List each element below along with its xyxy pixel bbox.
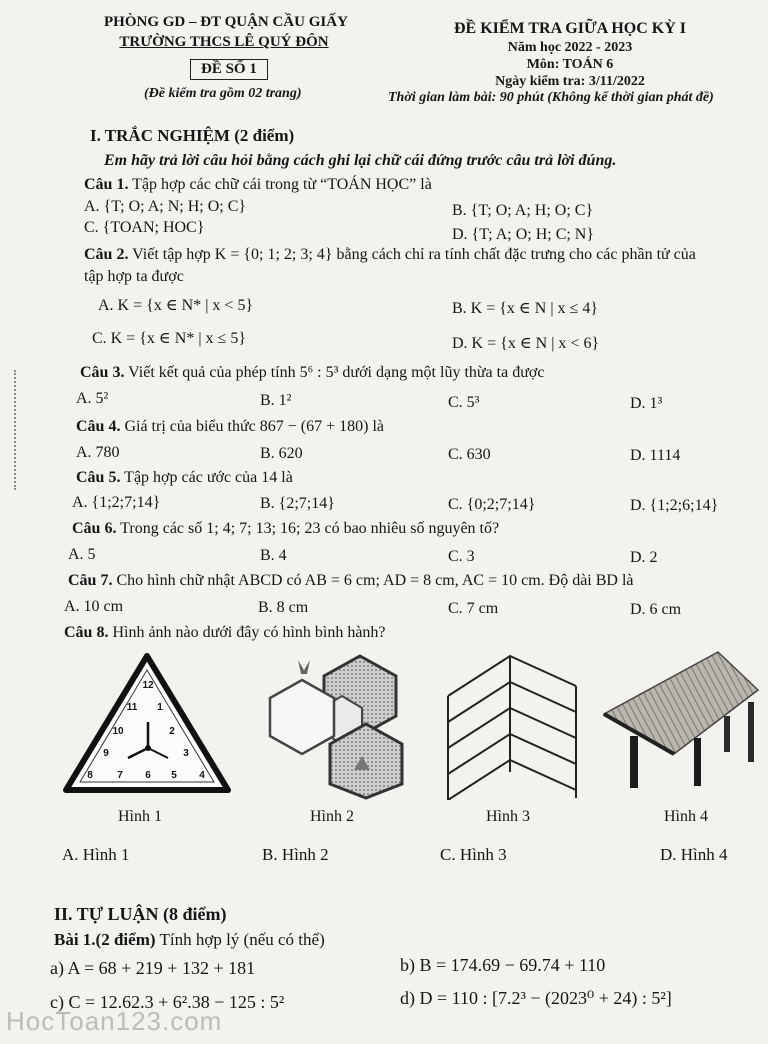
- q4-option-a: A. 780: [76, 444, 120, 461]
- q5-stem: [76, 469, 293, 487]
- q4-text: Giá trị của biểu thức 867 − (67 + 180) là: [124, 418, 384, 435]
- q1-label: Câu 1.: [84, 176, 129, 193]
- q8-option-d: D. Hình 4: [660, 845, 728, 864]
- bai1-part-b: b) B = 174.69 − 69.74 + 110: [400, 955, 606, 975]
- bai1-part-d: d) D = 110 : [7.2³ − (2023⁰ + 24) : 5²]: [400, 988, 672, 1008]
- q4-label: Câu 4.: [76, 418, 121, 435]
- q2-text: Viết tập hợp K = {0; 1; 2; 3; 4} bằng cách chỉ ra tính chất đặc trưng cho các phần tử của: [132, 246, 696, 263]
- fig4-caption: Hình 4: [664, 808, 708, 825]
- q8-label: Câu 8.: [64, 624, 109, 641]
- q5-option-b: B. {2;7;14}: [260, 495, 335, 512]
- q1-option-c: C. {TOAN; HOC}: [84, 219, 205, 236]
- margin-dots: [14, 370, 18, 490]
- q5-option-c: C. {0;2;7;14}: [448, 496, 536, 513]
- q7-option-d: D. 6 cm: [630, 601, 682, 618]
- clock-num-8: 8: [87, 770, 93, 781]
- q7-label: Câu 7.: [68, 572, 113, 589]
- q8-option-a: A. Hình 1: [62, 845, 130, 864]
- q3-option-d: D. 1³: [630, 395, 663, 412]
- q7-stem: [68, 572, 634, 590]
- q8-option-b: B. Hình 2: [262, 845, 329, 864]
- q6-option-b: B. 4: [260, 547, 287, 564]
- q7-option-c: C. 7 cm: [448, 600, 499, 617]
- q5-option-a: A. {1;2;7;14}: [72, 494, 161, 511]
- q2-option-d: D. K = {x ∈ N | x < 6}: [452, 335, 600, 352]
- clock-num-7: 7: [117, 770, 123, 781]
- q4-stem: [76, 418, 384, 436]
- bai1-stem: [54, 930, 325, 950]
- clock-num-4: 4: [199, 770, 205, 781]
- q3-label: Câu 3.: [80, 364, 125, 381]
- q6-option-c: C. 3: [448, 548, 475, 565]
- q3-option-c: C. 5³: [448, 394, 480, 411]
- q6-label: Câu 6.: [72, 520, 117, 537]
- q1-stem: [84, 176, 432, 194]
- q7-option-b: B. 8 cm: [258, 599, 309, 616]
- q4-option-b: B. 620: [260, 445, 303, 462]
- q2-option-b: B. K = {x ∈ N | x ≤ 4}: [452, 300, 598, 317]
- q3-option-b: B. 1²: [260, 392, 292, 409]
- q4-option-d: D. 1114: [630, 447, 681, 464]
- q3-stem: [80, 364, 544, 382]
- q1-option-b: B. {T; O; A; H; O; C}: [452, 202, 594, 219]
- q3-text: Viết kết quả của phép tính 5⁶ : 5³ dưới dạng một lũy thừa ta được: [128, 364, 545, 381]
- q2-option-c: C. K = {x ∈ N* | x ≤ 5}: [92, 330, 246, 347]
- school-year: Năm học 2022 - 2023: [507, 40, 633, 55]
- watermark: HocToan123.com: [6, 1006, 223, 1036]
- q6-text: Trong các số 1; 4; 7; 13; 16; 23 có bao nhiêu số nguyên tố?: [120, 520, 500, 537]
- bai1-label: Bài 1.(2 điểm): [54, 930, 156, 949]
- q2-option-a: A. K = {x ∈ N* | x < 5}: [98, 297, 254, 314]
- q4-option-c: C. 630: [448, 446, 491, 463]
- clock-num-5: 5: [171, 770, 177, 781]
- q5-text: Tập hợp các ước của 14 là: [124, 469, 293, 486]
- q7-text: Cho hình chữ nhật ABCD có AB = 6 cm; AD = 8 cm, AC = 10 cm. Độ dài BD là: [116, 572, 634, 589]
- part2-title: II. TỰ LUẬN (8 điểm): [54, 904, 227, 924]
- q1-text: Tập hợp các chữ cái trong từ “TOÁN HỌC” là: [132, 176, 432, 193]
- fig1-caption: Hình 1: [118, 808, 162, 825]
- bai1-text: Tính hợp lý (nếu có thể): [159, 930, 325, 949]
- q6-option-d: D. 2: [630, 549, 658, 566]
- clock-num-6: 6: [145, 770, 151, 781]
- school-name: TRƯỜNG THCS LÊ QUÝ ĐÔN: [119, 34, 329, 50]
- clock-num-1: 1: [157, 702, 163, 713]
- clock-num-10: 10: [112, 726, 124, 737]
- q2-stem: [84, 246, 696, 264]
- roof-shelter-figure: [600, 650, 760, 790]
- parallelogram-lines-figure: [444, 652, 582, 800]
- q7-option-a: A. 10 cm: [64, 598, 124, 615]
- clock-num-11: 11: [126, 702, 138, 713]
- fig3-caption: Hình 3: [486, 808, 530, 825]
- q6-stem: [72, 520, 499, 538]
- exam-code: ĐỀ SỐ 1: [190, 59, 268, 80]
- q1-option-a: A. {T; O; A; N; H; O; C}: [84, 198, 247, 215]
- exam-date: Ngày kiểm tra: 3/11/2022: [495, 74, 645, 89]
- clock-num-9: 9: [103, 748, 109, 759]
- part1-title: I. TRẮC NGHIỆM (2 điểm): [90, 126, 295, 145]
- exam-title: ĐỀ KIỂM TRA GIỮA HỌC KỲ I: [453, 20, 687, 37]
- part1-instruction: Em hãy trả lời câu hỏi bằng cách ghi lại chữ cái đứng trước câu trả lời đúng.: [104, 152, 617, 169]
- clock-num-3: 3: [183, 748, 189, 759]
- hexagon-figure: [262, 652, 422, 800]
- q5-option-d: D. {1;2;6;14}: [630, 497, 719, 514]
- q2-label: Câu 2.: [84, 246, 129, 263]
- exam-duration: Thời gian làm bài: 90 phút (Không kể thời gian phát đề): [388, 90, 714, 105]
- q3-option-a: A. 5²: [76, 390, 109, 407]
- clock-num-12: 12: [142, 680, 154, 691]
- q8-option-c: C. Hình 3: [440, 845, 507, 864]
- q2-text-cont: tập hợp ta được: [84, 268, 184, 285]
- q5-label: Câu 5.: [76, 469, 121, 486]
- q6-option-a: A. 5: [68, 546, 96, 563]
- subject: Môn: TOÁN 6: [526, 57, 614, 72]
- fig2-caption: Hình 2: [310, 808, 354, 825]
- bai1-part-c: c) C = 12.62.3 + 6².38 − 125 : 5²: [50, 992, 285, 1012]
- q8-text: Hình ảnh nào dưới đây có hình bình hành?: [112, 624, 386, 641]
- clock-triangle-figure: [62, 652, 232, 794]
- clock-num-2: 2: [169, 726, 175, 737]
- department-name: PHÒNG GD – ĐT QUẬN CẦU GIẤY: [104, 14, 348, 30]
- q8-stem: [64, 624, 386, 642]
- bai1-part-a: a) A = 68 + 219 + 132 + 181: [50, 958, 256, 978]
- pages-note: (Đề kiểm tra gồm 02 trang): [144, 86, 302, 101]
- q1-option-d: D. {T; A; O; H; C; N}: [452, 226, 595, 243]
